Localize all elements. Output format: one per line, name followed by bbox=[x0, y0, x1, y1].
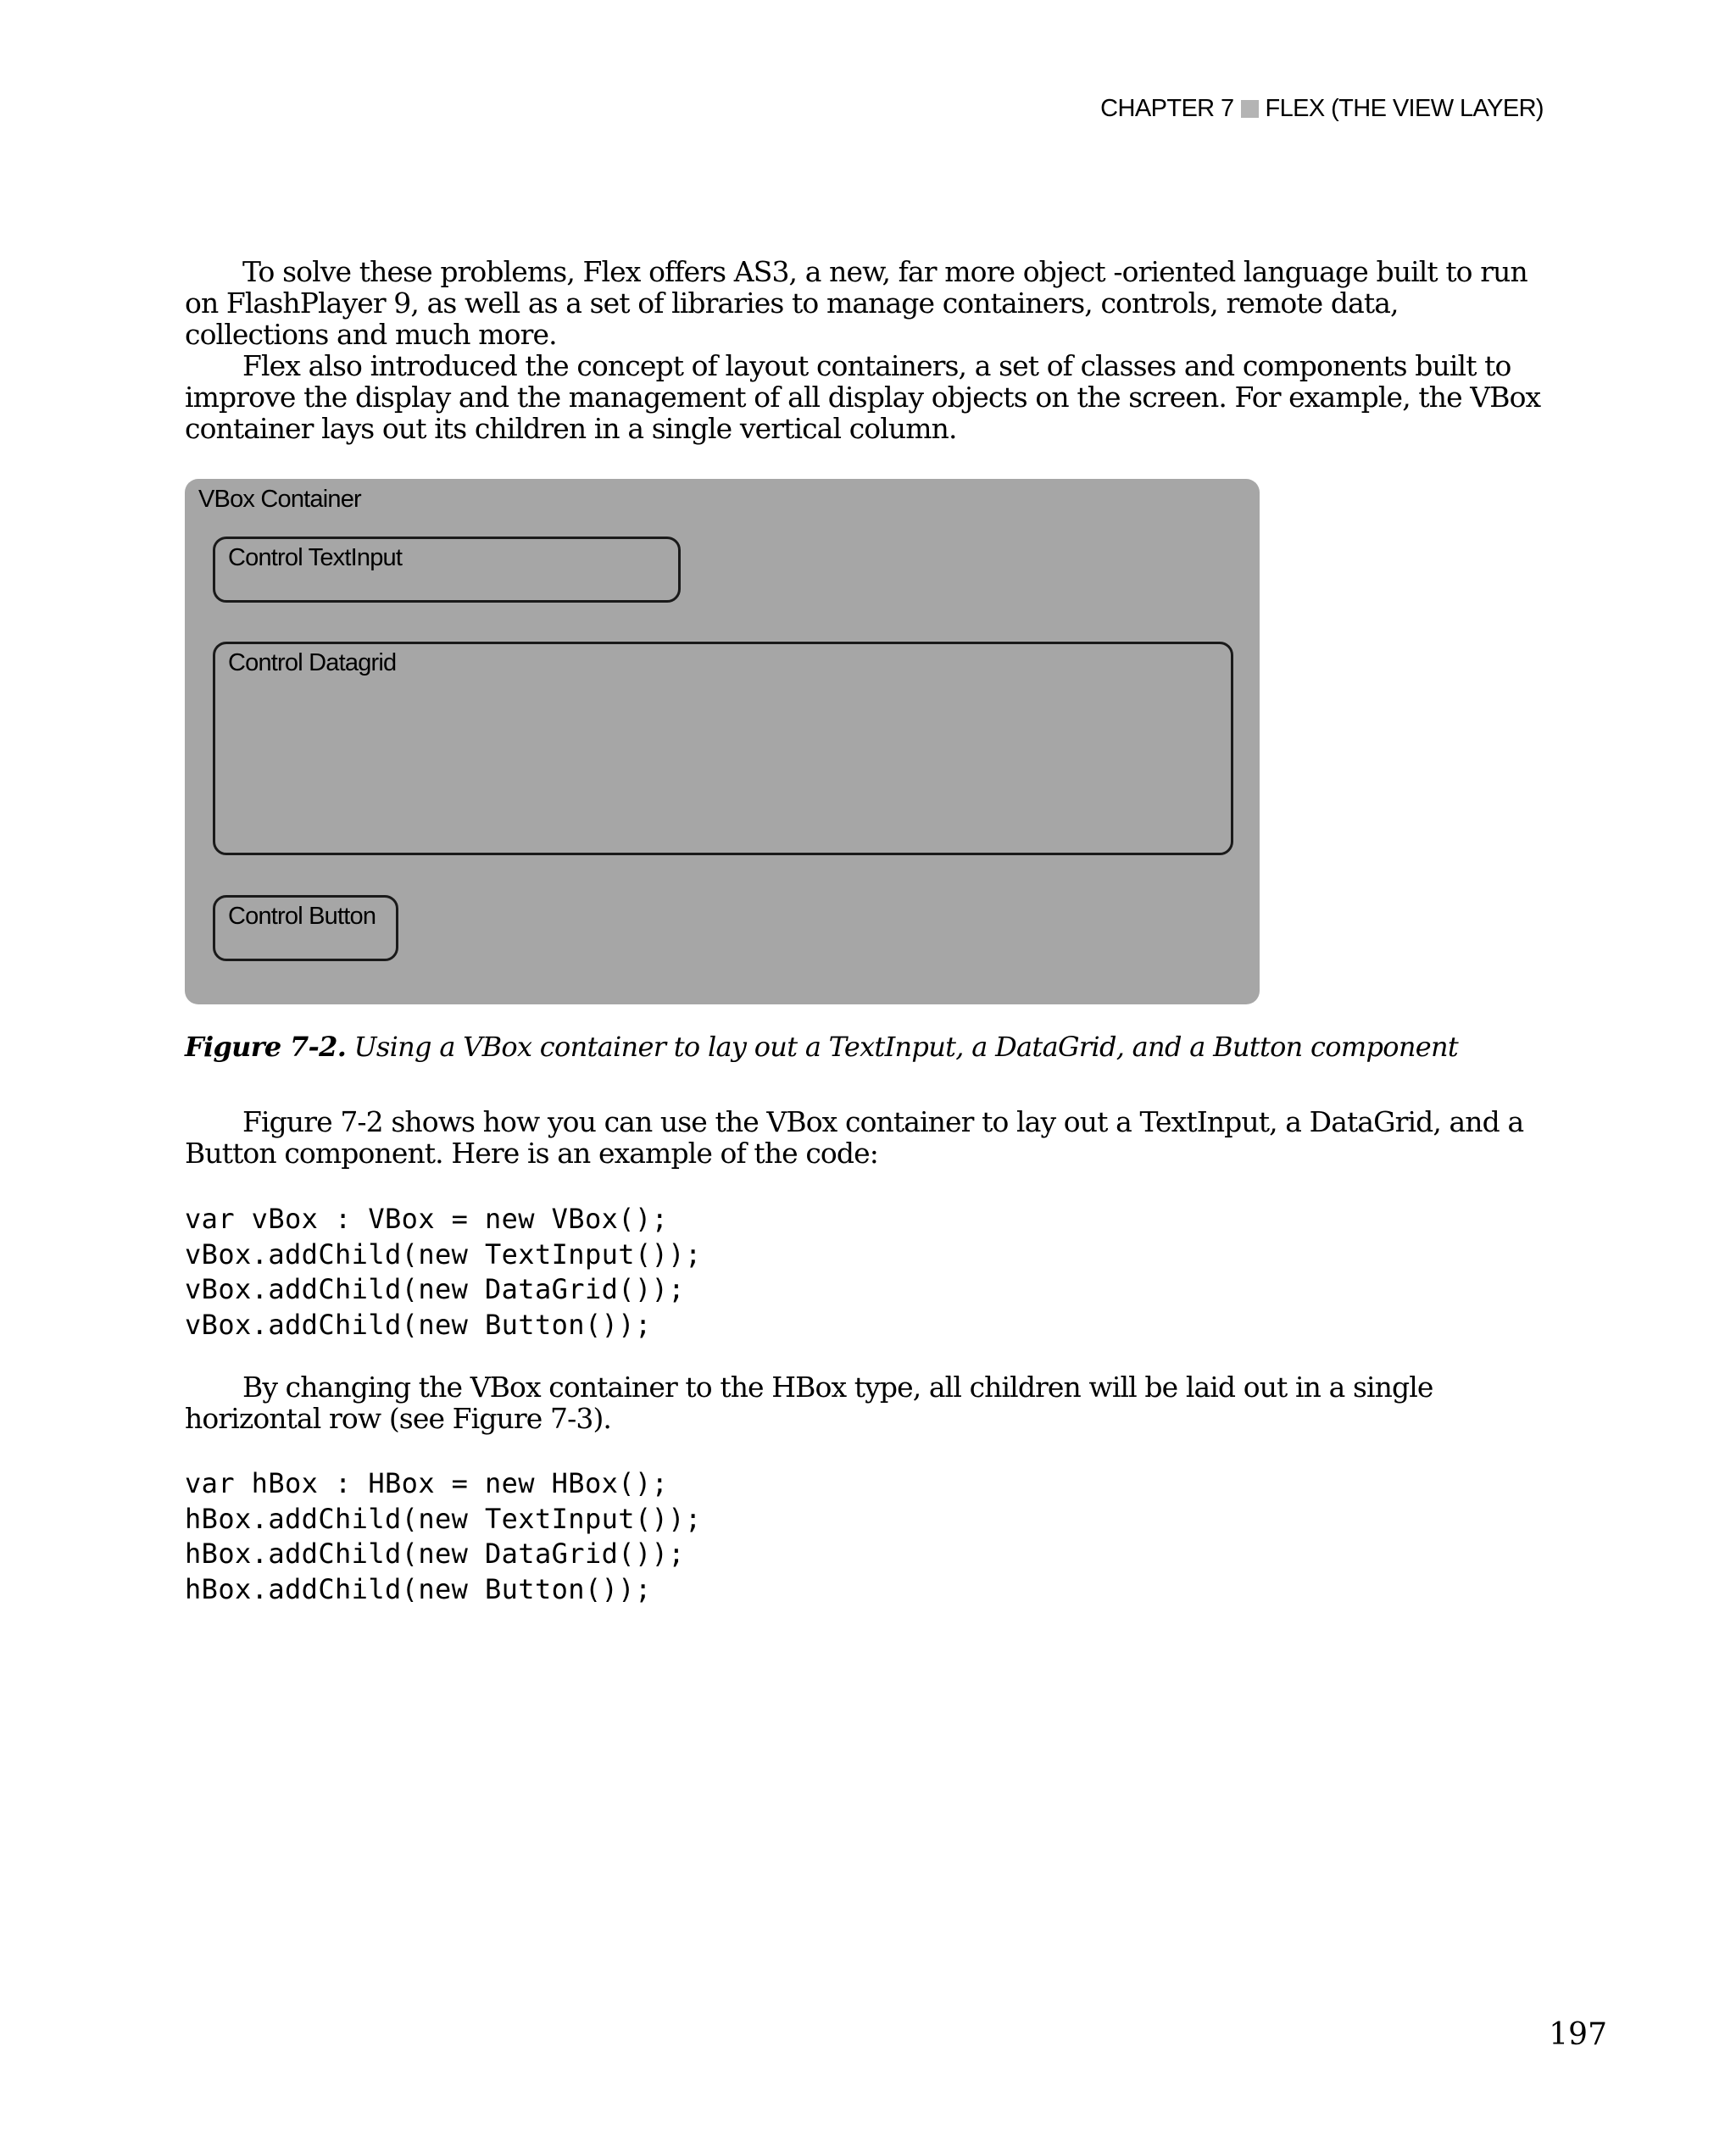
paragraph-4 bbox=[185, 1371, 1541, 1434]
code-block-hbox: var hBox : HBox = new HBox(); hBox.addChild(new TextInput()); hBox.addChild(new DataGrid()); hBox.addChild(new Button()); bbox=[185, 1467, 702, 1605]
paragraph-4-text: By changing the VBox container to the HBox type, all children will be laid out in a single horizontal row (see Figure 7-3). bbox=[185, 1371, 1433, 1435]
paragraph-3 bbox=[185, 1106, 1541, 1169]
figure-caption bbox=[185, 1031, 1626, 1063]
running-head bbox=[1100, 95, 1544, 123]
control-button-label: Control Button bbox=[228, 903, 376, 930]
code-block-vbox: var vBox : VBox = new VBox(); vBox.addChild(new TextInput()); vBox.addChild(new DataGrid()); vBox.addChild(new Button()); bbox=[185, 1203, 702, 1341]
paragraph-1-text: To solve these problems, Flex offers AS3, a new, far more object -oriented language built to run on FlashPlayer 9, as well as a set of libraries to manage containers, controls, remote data, collections and much more. bbox=[185, 255, 1527, 351]
vbox-container-label: VBox Container bbox=[198, 486, 361, 513]
paragraph-2-text: Flex also introduced the concept of layout containers, a set of classes and components built to improve the display and the management of all display objects on the screen. For example, the VBox container lays out its children in a single vertical column. bbox=[185, 349, 1541, 445]
square-separator-icon bbox=[1241, 100, 1259, 118]
chapter-title: FLEX (THE VIEW LAYER) bbox=[1265, 95, 1544, 122]
page-number: 197 bbox=[1549, 2017, 1607, 2052]
paragraph-3-text: Figure 7-2 shows how you can use the VBox container to lay out a TextInput, a DataGrid, and a Button component. Here is an example of the code: bbox=[185, 1105, 1524, 1170]
control-button-box bbox=[213, 895, 398, 961]
control-textinput-label: Control TextInput bbox=[228, 544, 403, 571]
figure-number: Figure 7-2. bbox=[185, 1031, 347, 1063]
chapter-label: CHAPTER 7 bbox=[1100, 95, 1234, 122]
paragraph-1 bbox=[185, 256, 1541, 350]
control-datagrid-box bbox=[213, 642, 1233, 855]
paragraph-2 bbox=[185, 350, 1541, 444]
control-datagrid-label: Control Datagrid bbox=[228, 649, 397, 676]
figure-caption-text: Using a VBox container to lay out a TextInput, a DataGrid, and a Button component bbox=[353, 1031, 1459, 1063]
vbox-figure bbox=[185, 479, 1260, 1004]
control-textinput-box bbox=[213, 537, 681, 603]
